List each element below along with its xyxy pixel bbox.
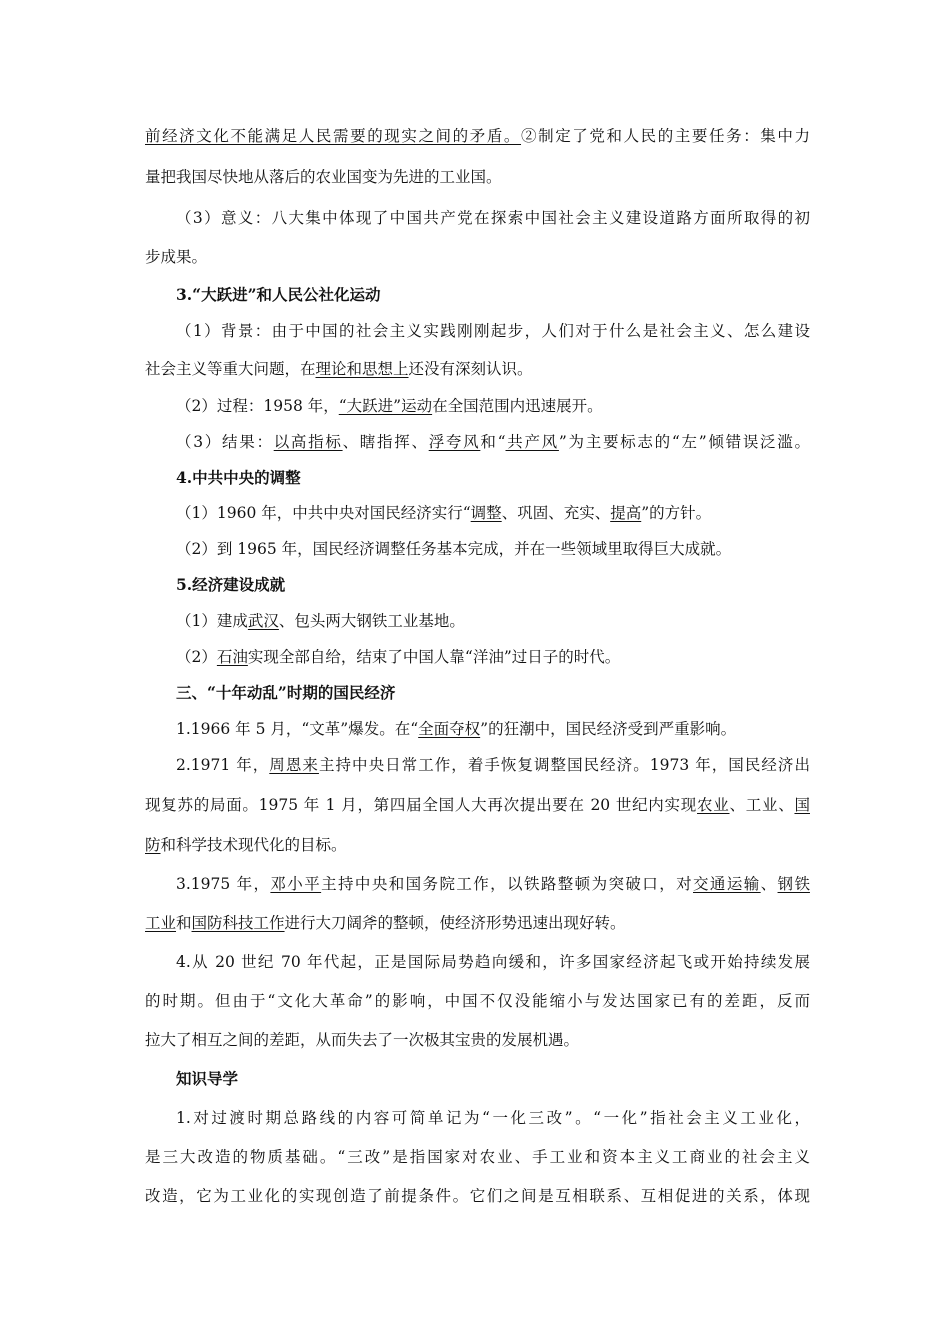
text-line [145, 991, 810, 1011]
text-line [145, 126, 810, 146]
underlined-text: 提高 [610, 504, 642, 522]
text-run: ”的方针。 [641, 504, 712, 522]
underlined-text: 工业 [145, 914, 177, 932]
text-line [176, 396, 810, 416]
text-line [176, 719, 810, 739]
text-run: 和科学技术现代化的目标。 [160, 836, 347, 854]
underlined-text: 全面夺权 [418, 720, 481, 738]
text-line [176, 647, 810, 667]
text-run: （2）到 1965 年，国民经济调整任务基本完成，并在一些领域里取得巨大成就。 [176, 540, 732, 558]
text-run: （2）过程：1958 年， [176, 397, 339, 415]
text-run: 拉大了相互之间的差距，从而失去了一次极其宝贵的发展机遇。 [145, 1031, 580, 1049]
underlined-text: 周恩来 [269, 756, 319, 774]
text-run: （1）建成 [176, 612, 248, 630]
text-run: 三、“十年动乱”时期的国民经济 [176, 683, 396, 702]
underlined-text: 理论和思想上 [315, 360, 409, 378]
text-run: （3）意义：八大集中体现了中国共产党在探索中国社会主义建设道路方面所取得的初 [176, 209, 810, 227]
underlined-text: 共产风 [505, 433, 559, 451]
text-run: 、 [760, 875, 778, 893]
text-run: 1.对过渡时期总路线的内容可简单记为“一化三改”。“一化”指社会主义工业化， [176, 1109, 810, 1127]
text-run: ②制定了党和人民的主要任务：集中力 [521, 127, 810, 145]
underlined-text: “大跃进”运动 [338, 397, 433, 415]
text-line [145, 1030, 810, 1050]
text-run: ”的狂潮中，国民经济受到严重影响。 [480, 720, 737, 738]
underlined-text: 防 [145, 836, 161, 854]
underlined-text: 国防科技工作 [191, 914, 285, 932]
section-heading [176, 683, 810, 703]
text-run: 3.1975 年， [176, 875, 271, 893]
text-run: 主持中央和国务院工作，以铁路整顿为突破口，对 [321, 875, 694, 893]
text-run: 进行大刀阔斧的整顿，使经济形势迅速出现好转。 [284, 914, 626, 932]
text-run: 、包头两大钢铁工业基地。 [278, 612, 465, 630]
text-line [176, 432, 810, 452]
underlined-text: 国 [794, 796, 810, 814]
text-run: （2） [176, 648, 217, 666]
underlined-text: 浮夸风 [428, 433, 481, 451]
text-line [176, 1108, 810, 1128]
text-run: （1）1960 年，中共中央对国民经济实行“ [176, 504, 471, 522]
text-run: 、瞎指挥、 [342, 433, 429, 451]
text-run: 在全国范围内迅速展开。 [432, 397, 603, 415]
text-run: 还没有深刻认识。 [408, 360, 533, 378]
underlined-text: 前经济文化不能满足人民需要的现实之间的矛盾。 [145, 127, 522, 145]
text-run: 现复苏的局面。1975 年 1 月，第四届全国人大再次提出要在 20 世纪内实现 [145, 796, 698, 814]
text-run: 的时期。但由于“文化大革命”的影响，中国不仅没能缩小与发达国家已有的差距，反而 [145, 992, 810, 1010]
text-line [145, 1186, 810, 1206]
text-line [145, 247, 810, 267]
text-run: （3）结果： [176, 433, 274, 451]
text-run: 1.1966 年 5 月，“文革”爆发。在“ [176, 720, 419, 738]
text-run: 4.中共中央的调整 [176, 468, 301, 487]
section-heading [176, 468, 810, 488]
text-line [145, 1147, 810, 1167]
text-line [176, 208, 810, 228]
text-run: （1）背景：由于中国的社会主义实践刚刚起步，人们对于什么是社会主义、怎么建设 [176, 322, 810, 340]
text-run: 步成果。 [145, 248, 208, 266]
text-run: 知识导学 [176, 1069, 239, 1088]
section-heading [176, 1069, 810, 1089]
text-run: 主持中央日常工作，着手恢复调整国民经济。1973 年，国民经济出 [318, 756, 810, 774]
text-run: 2.1971 年， [176, 756, 270, 774]
underlined-text: 交通运输 [693, 875, 761, 893]
text-run: 和“ [480, 433, 506, 451]
text-run: 社会主义等重大问题，在 [145, 360, 316, 378]
text-line [176, 539, 810, 559]
text-run: 3.“大跃进”和人民公社化运动 [176, 285, 381, 304]
text-run: 5.经济建设成就 [176, 575, 286, 594]
text-run: 、工业、 [729, 796, 795, 814]
text-line [176, 503, 810, 523]
underlined-text: 邓小平 [270, 875, 322, 893]
text-line [176, 755, 810, 775]
text-run: 和 [176, 914, 192, 932]
underlined-text: 以高指标 [273, 433, 343, 451]
text-line [176, 611, 810, 631]
text-line [145, 835, 810, 855]
text-run: 是三大改造的物质基础。“三改”是指国家对农业、手工业和资本主义工商业的社会主义 [145, 1148, 810, 1166]
text-line [176, 952, 810, 972]
text-line [145, 795, 810, 815]
underlined-text: 武汉 [247, 612, 279, 630]
text-run: 4.从 20 世纪 70 年代起，正是国际局势趋向缓和，许多国家经济起飞或开始持续发展 [176, 953, 810, 971]
text-line [145, 913, 810, 933]
text-run: 量把我国尽快地从落后的农业国变为先进的工业国。 [145, 168, 502, 186]
text-run: 改造，它为工业化的实现创造了前提条件。它们之间是互相联系、互相促进的关系，体现 [145, 1187, 810, 1205]
section-heading [176, 285, 810, 305]
underlined-text: 农业 [697, 796, 730, 814]
text-run: 、巩固、充实、 [501, 504, 611, 522]
text-line [145, 359, 810, 379]
text-line [145, 167, 810, 187]
underlined-text: 石油 [216, 648, 248, 666]
underlined-text: 调整 [470, 504, 502, 522]
text-line [176, 874, 810, 894]
underlined-text: 钢铁 [777, 875, 810, 893]
section-heading [176, 575, 810, 595]
text-run: 实现全部自给，结束了中国人靠“洋油”过日子的时代。 [247, 648, 621, 666]
text-line [176, 321, 810, 341]
text-run: ”为主要标志的“左”倾错误泛滥。 [558, 433, 810, 451]
